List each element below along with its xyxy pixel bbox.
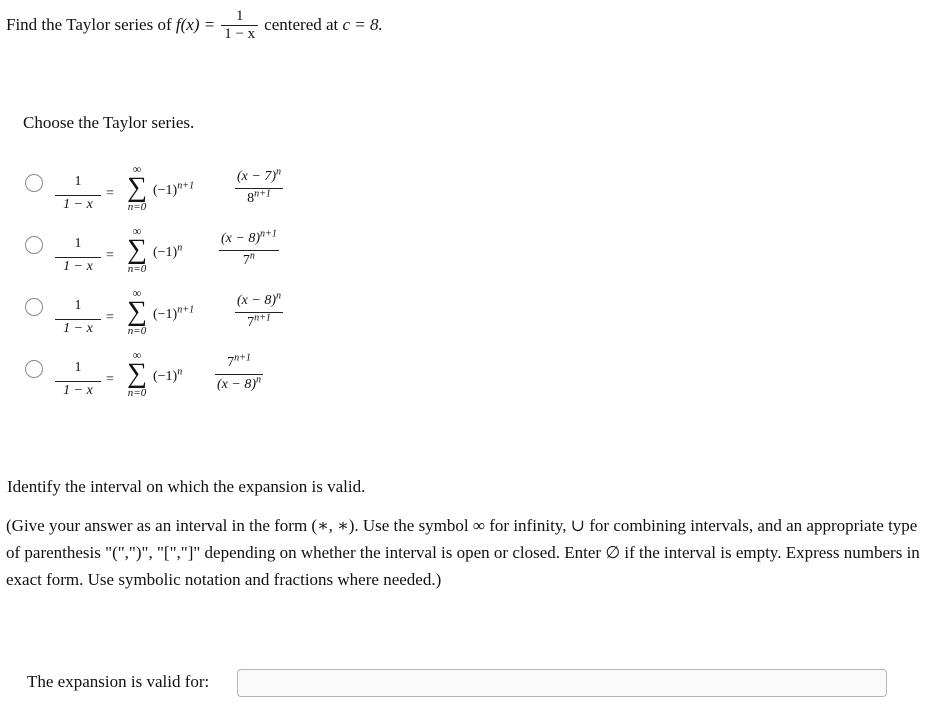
- lhs-denominator: 1 − x: [55, 257, 101, 276]
- lhs-denominator: 1 − x: [55, 381, 101, 400]
- sign-coefficient: $(-1)^{n+1}$: [153, 180, 195, 198]
- sign-coefficient: $(-1)^n$: [153, 242, 183, 260]
- radio-button[interactable]: [25, 298, 43, 316]
- sign-coefficient: $(-1)^{n+1}$: [153, 304, 195, 322]
- term-denominator: $7^{n+1}$: [235, 312, 283, 332]
- sum-upper-limit: ∞: [132, 286, 142, 300]
- question-suffix: centered at: [264, 15, 339, 35]
- sum-lower-limit: n=0: [127, 325, 147, 337]
- term-denominator: 7$^n$: [219, 250, 279, 270]
- option-d[interactable]: [25, 348, 325, 415]
- radio-button[interactable]: [25, 236, 43, 254]
- answer-label: The expansion is valid for:: [27, 672, 210, 691]
- sign-coefficient: $(-1)^n$: [153, 366, 183, 384]
- sum-upper-limit: ∞: [132, 348, 142, 362]
- sum-upper-limit: ∞: [132, 224, 142, 238]
- interval-prompt: Identify the interval on which the expansion is valid.: [7, 477, 366, 496]
- center-value: c = 8.: [342, 15, 383, 35]
- term-numerator: $(x - 8)^{n+1}$: [221, 228, 277, 246]
- function-denominator: 1 − x: [221, 25, 258, 43]
- term-denominator: $8^{n+1}$: [235, 188, 283, 208]
- sum-upper-limit: ∞: [132, 162, 142, 176]
- lhs-numerator: 1: [74, 360, 82, 375]
- function-numerator: 1: [235, 8, 244, 24]
- sum-lower-limit: n=0: [127, 387, 147, 399]
- answer-instructions: (Give your answer as an interval in the form (∗, ∗). Use the symbol ∞ for infinity, ∪ for combining intervals, and an appropriate type of parenthesis "(",")", "[","]" depending on whether the interval is open or closed. Enter ∅ if the interval is empty. Express numbers in exact form. Use symbolic notation and fractions where needed.): [6, 516, 920, 589]
- term-denominator: $(x - 8)^n$: [217, 374, 262, 392]
- option-b[interactable]: [25, 224, 325, 291]
- sum-lower-limit: n=0: [127, 201, 147, 213]
- lhs-numerator: 1: [74, 174, 82, 189]
- equals-sign: =: [106, 372, 114, 387]
- summation: [123, 163, 151, 214]
- lhs-denominator: 1 − x: [55, 195, 101, 214]
- term-numerator: $7^{n+1}$: [227, 352, 251, 370]
- summation: [123, 225, 151, 276]
- sum-lower-limit: n=0: [127, 263, 147, 275]
- lhs-numerator: 1: [74, 298, 82, 313]
- option-c[interactable]: [25, 286, 325, 353]
- radio-button[interactable]: [25, 360, 43, 378]
- term-numerator: $(x - 8)^n$: [237, 290, 282, 308]
- lhs-numerator: 1: [74, 236, 82, 251]
- option-a[interactable]: [25, 162, 325, 229]
- term-fraction: [215, 353, 263, 394]
- summation: [123, 349, 151, 400]
- question-text: [6, 8, 383, 43]
- question-prefix: Find the Taylor series of: [6, 15, 172, 35]
- term-numerator: $(x - 7)^n$: [237, 166, 282, 184]
- radio-button[interactable]: [25, 174, 43, 192]
- function-fraction: [221, 8, 258, 43]
- equals-sign: =: [106, 310, 114, 325]
- term-fraction: [219, 229, 279, 270]
- summation: [123, 287, 151, 338]
- sigma-symbol: ∑: [127, 358, 147, 389]
- term-fraction: [235, 167, 283, 208]
- equals-sign: =: [106, 248, 114, 263]
- sigma-symbol: ∑: [127, 172, 147, 203]
- function-label: f(x) =: [175, 15, 216, 35]
- sigma-symbol: ∑: [127, 234, 147, 265]
- equals-sign: =: [106, 186, 114, 201]
- lhs-denominator: 1 − x: [55, 319, 101, 338]
- sigma-symbol: ∑: [127, 296, 147, 327]
- interval-answer-input[interactable]: [237, 669, 887, 697]
- choose-prompt: Choose the Taylor series.: [23, 113, 195, 132]
- term-fraction: [235, 291, 283, 332]
